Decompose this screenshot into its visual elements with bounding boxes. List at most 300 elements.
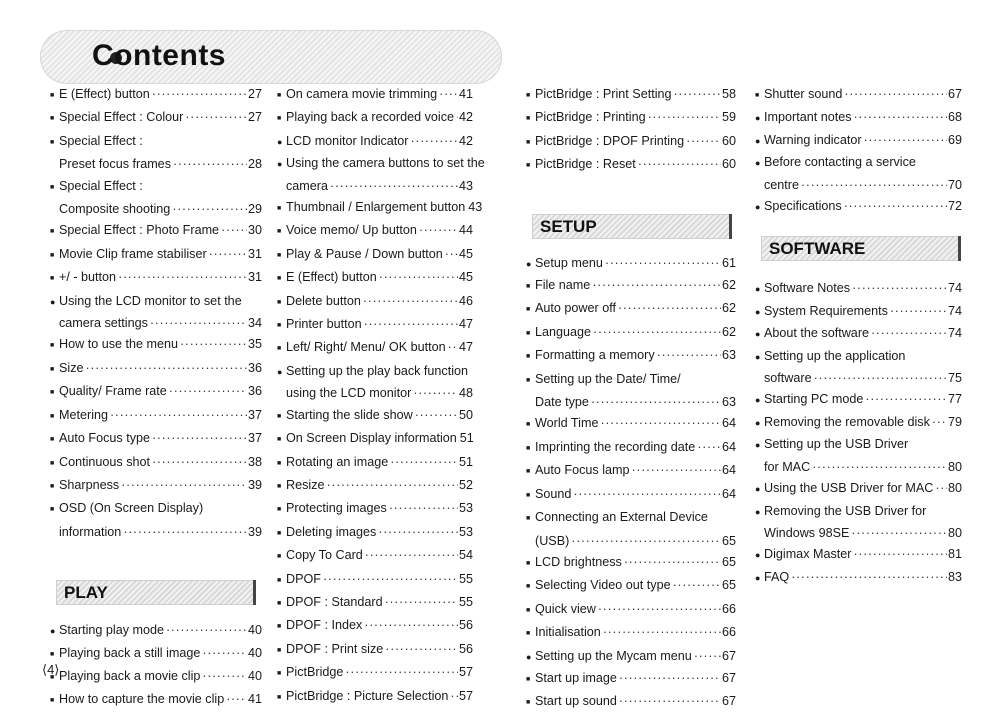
dot-leader — [814, 368, 947, 389]
section-title: SOFTWARE — [769, 239, 866, 259]
toc-entry-page: 80 — [947, 525, 962, 540]
round-bullet-icon — [755, 131, 764, 152]
square-bullet-icon — [50, 335, 59, 357]
round-bullet-icon — [755, 479, 764, 500]
toc-entry[interactable] — [277, 291, 473, 314]
toc-entry-label: PictBridge : Printing — [535, 110, 646, 125]
dot-leader — [121, 475, 247, 496]
toc-entry-label: System Requirements — [764, 303, 888, 318]
toc-entry-label: Size — [59, 360, 84, 375]
dot-leader — [935, 478, 947, 499]
toc-entry-page: 57 — [458, 665, 473, 680]
square-bullet-icon — [50, 476, 59, 498]
round-bullet-icon — [755, 545, 764, 566]
toc-entry-label: Playing back a movie clip — [59, 668, 201, 683]
toc-entry[interactable] — [526, 154, 736, 177]
toc-entry-label: PictBridge — [286, 665, 344, 680]
dot-leader — [593, 322, 721, 343]
dot-leader — [871, 323, 947, 344]
toc-entry[interactable] — [277, 639, 473, 662]
toc-entry-label: Resize — [286, 477, 325, 492]
round-bullet-icon — [755, 153, 764, 174]
toc-entry[interactable] — [50, 643, 262, 666]
toc-entry-label: Starting the slide show — [286, 407, 413, 422]
toc-entry[interactable] — [755, 501, 962, 545]
toc-entry[interactable] — [277, 267, 473, 290]
dot-leader — [209, 244, 247, 265]
square-bullet-icon — [50, 108, 59, 130]
toc-entry[interactable] — [526, 484, 736, 507]
toc-entry[interactable] — [526, 575, 736, 598]
toc-entry[interactable] — [277, 405, 473, 428]
toc-entry-page: 27 — [247, 87, 262, 101]
toc-entry-label: On camera movie trimming — [286, 87, 438, 101]
square-bullet-icon — [526, 108, 535, 130]
toc-entry[interactable] — [277, 314, 473, 337]
square-bullet-icon — [277, 221, 286, 243]
toc-entry-page: 37 — [247, 407, 262, 422]
dot-leader — [686, 131, 721, 152]
square-bullet-icon — [526, 600, 535, 622]
round-bullet-icon — [526, 647, 535, 668]
toc-entry-label: Using the USB Driver for MAC — [764, 481, 934, 496]
toc-entry[interactable] — [755, 107, 962, 129]
toc-entry[interactable] — [526, 298, 736, 321]
toc-entry-label-continued: (USB) — [535, 533, 570, 548]
toc-entry-page: 56 — [458, 641, 473, 656]
square-bullet-icon — [277, 108, 286, 130]
toc-entry-label: LCD brightness — [535, 554, 622, 569]
toc-entry[interactable] — [755, 152, 962, 196]
toc-entry-page: 64 — [721, 463, 736, 478]
toc-entry-page: 81 — [947, 547, 962, 562]
toc-entry[interactable] — [50, 620, 262, 642]
toc-entry[interactable] — [277, 131, 473, 153]
toc-entry-label: Imprinting the recording date — [535, 439, 696, 454]
dot-leader — [86, 358, 247, 379]
square-bullet-icon — [50, 132, 59, 154]
dot-leader — [364, 615, 458, 636]
toc-entry-page: 74 — [947, 281, 962, 296]
toc-entry-page: 80 — [947, 459, 962, 474]
square-bullet-icon — [277, 453, 286, 475]
toc-entry[interactable] — [755, 323, 962, 345]
toc-entry-page: 47 — [458, 340, 473, 355]
toc-entry[interactable] — [526, 84, 736, 107]
toc-column-4 — [755, 84, 962, 589]
dot-leader — [413, 383, 458, 404]
toc-entry[interactable] — [526, 622, 736, 645]
toc-entry[interactable] — [755, 478, 962, 500]
dot-leader — [323, 569, 458, 590]
toc-entry-label: On Screen Display information — [286, 431, 457, 446]
toc-entry[interactable] — [277, 569, 473, 592]
toc-entry-label: Special Effect : — [59, 178, 143, 193]
square-bullet-icon — [50, 429, 59, 451]
toc-entry[interactable] — [50, 405, 262, 428]
toc-entry[interactable] — [277, 522, 473, 545]
toc-entry-page: 66 — [721, 625, 736, 640]
toc-entry-label: Removing the USB Driver for — [764, 503, 927, 518]
toc-entry-page: 60 — [721, 133, 736, 148]
toc-entry-page: 64 — [721, 439, 736, 454]
square-bullet-icon — [277, 429, 286, 451]
toc-entry[interactable] — [755, 567, 962, 589]
toc-entry-page: 27 — [247, 110, 262, 125]
toc-entry-label: Using the LCD monitor to set the — [59, 293, 242, 308]
dot-leader — [415, 405, 458, 426]
round-bullet-icon — [50, 621, 59, 642]
dot-leader — [648, 107, 721, 128]
toc-entry-label: FAQ — [764, 569, 790, 584]
toc-entry[interactable] — [50, 176, 262, 221]
toc-entry-page: 63 — [721, 348, 736, 363]
toc-entry[interactable] — [277, 84, 473, 107]
toc-entry[interactable] — [526, 437, 736, 460]
dot-leader — [852, 278, 947, 299]
toc-entry-label: DPOF : Index — [286, 618, 363, 633]
square-bullet-icon — [50, 406, 59, 428]
toc-entry[interactable] — [50, 358, 262, 381]
toc-entry[interactable] — [50, 107, 262, 130]
toc-entry[interactable] — [50, 428, 262, 451]
dot-leader — [365, 545, 458, 566]
toc-entry[interactable] — [50, 334, 262, 357]
square-bullet-icon — [526, 155, 535, 177]
toc-entry[interactable] — [526, 413, 736, 436]
dot-leader — [791, 567, 947, 588]
toc-entry[interactable] — [277, 153, 485, 197]
toc-entry[interactable] — [526, 460, 736, 483]
dot-leader — [638, 154, 721, 175]
toc-entry-label: Quick view — [535, 601, 596, 616]
toc-entry-label: Continuous shot — [59, 454, 151, 469]
square-bullet-icon — [526, 299, 535, 321]
toc-entry-label: Using the camera buttons to set the — [286, 156, 485, 171]
toc-entry-label: DPOF — [286, 571, 321, 586]
toc-entry[interactable] — [755, 301, 962, 323]
square-bullet-icon — [526, 669, 535, 691]
dot-leader — [364, 314, 458, 335]
toc-entry-page: 62 — [721, 324, 736, 339]
toc-entry-page: 67 — [721, 648, 736, 663]
toc-entry[interactable] — [526, 253, 736, 275]
dot-leader — [419, 220, 458, 241]
toc-entry[interactable] — [50, 220, 262, 243]
toc-entry-label: Playing back a recorded voice — [286, 110, 455, 125]
dot-leader — [619, 668, 721, 689]
toc-entry[interactable] — [277, 662, 473, 685]
toc-entry[interactable] — [755, 412, 962, 434]
dot-leader — [363, 291, 458, 312]
toc-entry[interactable] — [277, 361, 473, 405]
toc-entry-page: 56 — [458, 618, 473, 633]
toc-entry-label-continued: information — [59, 524, 122, 539]
toc-entry-page: 28 — [247, 157, 262, 172]
toc-entry[interactable] — [277, 545, 473, 568]
dot-leader — [150, 313, 247, 334]
toc-column-3 — [526, 84, 736, 715]
toc-entry[interactable] — [277, 107, 473, 130]
toc-entry[interactable] — [50, 475, 262, 498]
toc-entry-page: 64 — [721, 486, 736, 501]
toc-entry-label: Starting play mode — [59, 623, 165, 638]
dot-leader — [851, 523, 947, 544]
toc-entry-page: 40 — [247, 668, 262, 683]
dot-leader — [221, 220, 247, 241]
toc-entry-label-continued: centre — [764, 177, 800, 192]
square-bullet-icon — [277, 499, 286, 521]
dot-leader — [226, 689, 247, 710]
dot-leader — [448, 337, 458, 358]
toc-entry[interactable] — [277, 592, 473, 615]
toc-entry[interactable] — [755, 434, 962, 478]
toc-entry[interactable] — [526, 646, 736, 668]
dot-leader — [624, 552, 721, 573]
toc-entry-page: 47 — [458, 317, 473, 332]
square-bullet-icon — [277, 593, 286, 615]
toc-entry[interactable] — [526, 668, 736, 691]
toc-entry[interactable] — [526, 107, 736, 130]
toc-entry-page: 43 — [458, 178, 473, 193]
toc-entry-page: 42 — [458, 110, 473, 125]
toc-entry-page: 70 — [947, 177, 962, 192]
dot-leader — [618, 298, 721, 319]
toc-entry[interactable] — [277, 475, 473, 498]
toc-entry[interactable] — [526, 691, 736, 714]
toc-entry[interactable] — [50, 84, 262, 107]
toc-entry-label: Copy To Card — [286, 548, 363, 563]
round-bullet-icon — [755, 108, 764, 129]
toc-entry[interactable] — [526, 322, 736, 345]
round-bullet-icon — [755, 347, 764, 368]
toc-entry-label: Auto Focus type — [59, 431, 151, 446]
dot-leader — [385, 592, 458, 613]
toc-entry[interactable] — [526, 552, 736, 575]
square-bullet-icon — [277, 663, 286, 685]
toc-column-1 — [50, 84, 262, 713]
toc-entry[interactable] — [526, 131, 736, 154]
dot-leader — [932, 412, 947, 433]
toc-entry-page: 83 — [947, 569, 962, 584]
toc-entry-label: Delete button — [286, 293, 361, 308]
toc-entry-page: 46 — [458, 293, 473, 308]
toc-entry-label: Connecting an External Device — [535, 510, 708, 525]
toc-entry-page: 37 — [247, 431, 262, 446]
toc-entry-label: Language — [535, 324, 592, 339]
toc-entry[interactable] — [277, 197, 483, 220]
toc-entry-page: 68 — [947, 110, 962, 125]
toc-entry-label: Starting PC mode — [764, 392, 864, 407]
dot-leader — [865, 389, 947, 410]
toc-entry-label: Removing the removable disk — [764, 414, 930, 429]
dot-leader — [619, 691, 721, 712]
toc-entry-page: 51 — [458, 454, 473, 469]
toc-entry-page: 36 — [247, 384, 262, 399]
square-bullet-icon — [526, 132, 535, 154]
toc-entry-label-continued: using the LCD monitor — [286, 386, 412, 401]
toc-entry[interactable] — [277, 452, 473, 475]
toc-entry-page: 31 — [247, 246, 262, 261]
toc-entry-label: Metering — [59, 407, 108, 422]
dot-leader — [853, 544, 947, 565]
toc-entry-page: 41 — [458, 87, 473, 101]
square-bullet-icon — [526, 553, 535, 575]
square-bullet-icon — [277, 570, 286, 592]
toc-entry-page: 34 — [247, 316, 262, 331]
toc-entry[interactable] — [50, 498, 262, 543]
dot-leader — [152, 452, 247, 473]
toc-entry-label: Auto power off — [535, 301, 616, 316]
toc-entry[interactable] — [755, 196, 962, 218]
toc-entry-label: How to use the menu — [59, 337, 179, 352]
toc-entry[interactable] — [50, 452, 262, 475]
toc-entry-label: PictBridge : Print Setting — [535, 87, 672, 101]
dot-leader — [801, 175, 947, 196]
toc-entry-label: Formatting a memory — [535, 348, 655, 363]
dot-leader — [812, 457, 947, 478]
toc-entry-label: Setting up the play back function — [286, 363, 469, 378]
square-bullet-icon — [526, 414, 535, 436]
toc-entry-label: Movie Clip frame stabiliser — [59, 246, 207, 261]
toc-entry-page: 65 — [721, 533, 736, 548]
toc-entry-label: Setup menu — [535, 255, 603, 270]
toc-entry-label-continued: camera settings — [59, 316, 148, 331]
toc-entry-page: 67 — [721, 694, 736, 709]
toc-entry[interactable] — [526, 275, 736, 298]
toc-entry-page: 55 — [458, 594, 473, 609]
toc-entry[interactable] — [277, 244, 473, 267]
toc-entry[interactable] — [526, 507, 736, 552]
round-bullet-icon — [755, 279, 764, 300]
dot-leader — [378, 522, 458, 543]
round-bullet-icon — [755, 197, 764, 218]
toc-entry-label: Setting up the application — [764, 348, 906, 363]
toc-entry-label-continued: Windows 98SE — [764, 525, 850, 540]
toc-entry-page: 64 — [721, 416, 736, 431]
dot-leader — [110, 405, 247, 426]
square-bullet-icon — [50, 382, 59, 404]
square-bullet-icon — [526, 276, 535, 298]
toc-entry[interactable] — [277, 686, 473, 709]
toc-entry[interactable] — [526, 345, 736, 368]
toc-entry[interactable] — [277, 498, 473, 521]
toc-entry[interactable] — [50, 131, 262, 176]
toc-entry-page: 55 — [458, 571, 473, 586]
toc-entry-page: 52 — [458, 477, 473, 492]
dot-leader — [603, 622, 721, 643]
square-bullet-icon — [50, 268, 59, 290]
dot-leader — [632, 460, 721, 481]
dot-leader — [385, 639, 458, 660]
toc-entry[interactable] — [755, 544, 962, 566]
toc-entry-label: World Time — [535, 416, 599, 431]
toc-entry[interactable] — [755, 346, 962, 390]
toc-entry-label: PictBridge : Picture Selection — [286, 688, 449, 703]
toc-entry-page: 53 — [458, 501, 473, 516]
round-bullet-icon — [755, 413, 764, 434]
toc-entry-page: 54 — [458, 548, 473, 563]
toc-entry[interactable] — [277, 615, 473, 638]
dot-leader — [450, 686, 458, 707]
dot-leader — [697, 437, 721, 458]
round-bullet-icon — [755, 324, 764, 345]
toc-entry-label: Initialisation — [535, 625, 601, 640]
toc-entry-page: 36 — [247, 360, 262, 375]
toc-entry-page: 69 — [947, 132, 962, 147]
toc-entry[interactable] — [50, 666, 262, 689]
round-bullet-icon — [50, 292, 59, 313]
square-bullet-icon — [277, 640, 286, 662]
toc-entry[interactable] — [755, 130, 962, 152]
toc-entry[interactable] — [50, 381, 262, 404]
toc-entry-page: 39 — [247, 524, 262, 539]
toc-entry-label: Left/ Right/ Menu/ OK button — [286, 340, 446, 355]
toc-entry-label: Playing back a still image — [59, 645, 201, 660]
toc-entry-page: 50 — [458, 407, 473, 422]
toc-entry-label: Rotating an image — [286, 454, 389, 469]
dot-leader — [411, 131, 458, 152]
toc-entry[interactable] — [526, 599, 736, 622]
toc-entry[interactable] — [277, 337, 473, 360]
toc-entry[interactable] — [50, 244, 262, 267]
toc-entry[interactable] — [526, 369, 736, 414]
toc-entry-label: Auto Focus lamp — [535, 463, 630, 478]
round-bullet-icon — [755, 502, 764, 523]
square-bullet-icon — [277, 85, 286, 107]
toc-entry-label: Selecting Video out type — [535, 578, 671, 593]
toc-entry[interactable] — [755, 84, 962, 107]
dot-leader — [166, 620, 247, 641]
square-bullet-icon — [277, 616, 286, 638]
toc-entry[interactable] — [50, 267, 262, 290]
toc-entry-page: 40 — [247, 645, 262, 660]
toc-entry[interactable] — [277, 220, 473, 243]
square-bullet-icon — [526, 485, 535, 507]
round-bullet-icon — [277, 154, 286, 175]
square-bullet-icon — [526, 85, 535, 107]
toc-entry-label: Setting up the Date/ Time/ — [535, 371, 681, 386]
square-bullet-icon — [526, 346, 535, 368]
toc-entry-label-continued: software — [764, 371, 812, 386]
square-bullet-icon — [526, 508, 535, 530]
toc-entry[interactable] — [755, 278, 962, 300]
section-header — [526, 214, 736, 239]
dot-leader — [172, 199, 247, 220]
toc-entry[interactable] — [50, 291, 262, 335]
toc-entry[interactable] — [50, 689, 262, 712]
toc-entry-page: 62 — [721, 301, 736, 316]
toc-entry-label-continued: for MAC — [764, 459, 811, 474]
toc-entry-label: Thumbnail / Enlargement button — [286, 200, 466, 215]
square-bullet-icon — [277, 523, 286, 545]
toc-entry-page: 60 — [721, 157, 736, 172]
round-bullet-icon — [277, 362, 286, 383]
toc-entry[interactable] — [277, 428, 473, 451]
square-bullet-icon — [277, 476, 286, 498]
toc-entry[interactable] — [755, 389, 962, 411]
dot-leader — [600, 413, 721, 434]
toc-entry-label: LCD monitor Indicator — [286, 133, 409, 148]
square-bullet-icon — [50, 499, 59, 521]
toc-entry-label: Special Effect : — [59, 133, 143, 148]
toc-entry-page: 62 — [721, 278, 736, 293]
square-bullet-icon — [526, 692, 535, 714]
dot-leader — [152, 428, 247, 449]
toc-entry-page: 35 — [247, 337, 262, 352]
round-bullet-icon — [755, 390, 764, 411]
dot-leader — [592, 275, 721, 296]
